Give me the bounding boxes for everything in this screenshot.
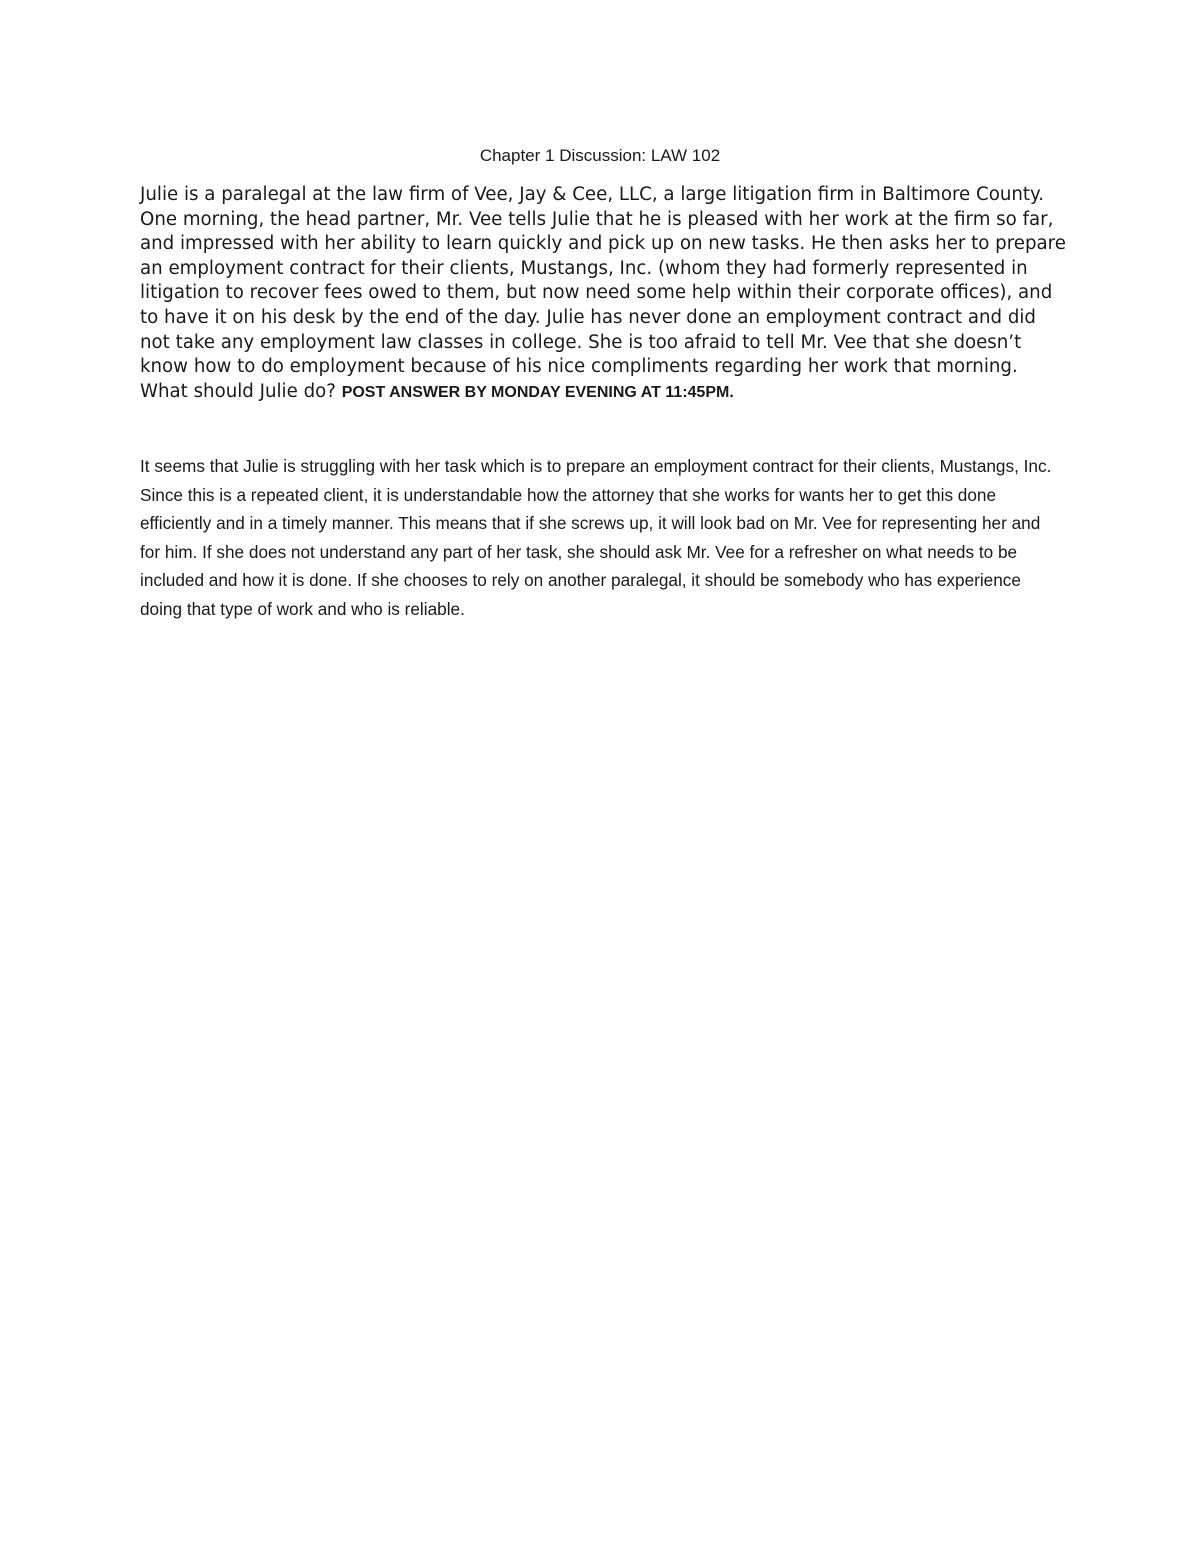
document-title: Chapter 1 Discussion: LAW 102 bbox=[479, 146, 721, 165]
prompt-text: Julie is a paralegal at the law firm of Vee, Jay & Cee, LLC, a large litigation firm in Baltimore County. One morning, the head partner, Mr. Vee tells Julie that he is pleased with her work at the firm so far, and impressed with her ability to learn quickly and pick up on new tasks. He then asks her to prepare an employment contract for their clients, Mustangs, Inc. (whom they had formerly represented in litigation to recover fees owed to them, but now need some help within their corporate offices), and to have it on his desk by the end of the day. Julie has never done an employment contract and did not take any employment law classes in college. She is too afraid to tell Mr. Vee that she doesn’t know how to do employment because of his nice compliments regarding her work that morning. What should Julie do? bbox=[140, 184, 1066, 402]
answer-paragraph: It seems that Julie is struggling with her task which is to prepare an employment contract for their clients, Mustangs, Inc. Since this is a repeated client, it is understandable how the attorney that she works for wants her to get this done efficiently and in a timely manner. This means that if she screws up, it will look bad on Mr. Vee for representing her and for him. If she does not understand any part of her task, she should ask Mr. Vee for a refresher on what needs to be included and how it is done. If she chooses to rely on another paralegal, it should be somebody who has experience doing that type of work and who is reliable. bbox=[140, 456, 1052, 619]
deadline-notice: POST ANSWER BY MONDAY EVENING AT 11:45PM. bbox=[341, 383, 734, 401]
discussion-prompt bbox=[140, 183, 1070, 405]
